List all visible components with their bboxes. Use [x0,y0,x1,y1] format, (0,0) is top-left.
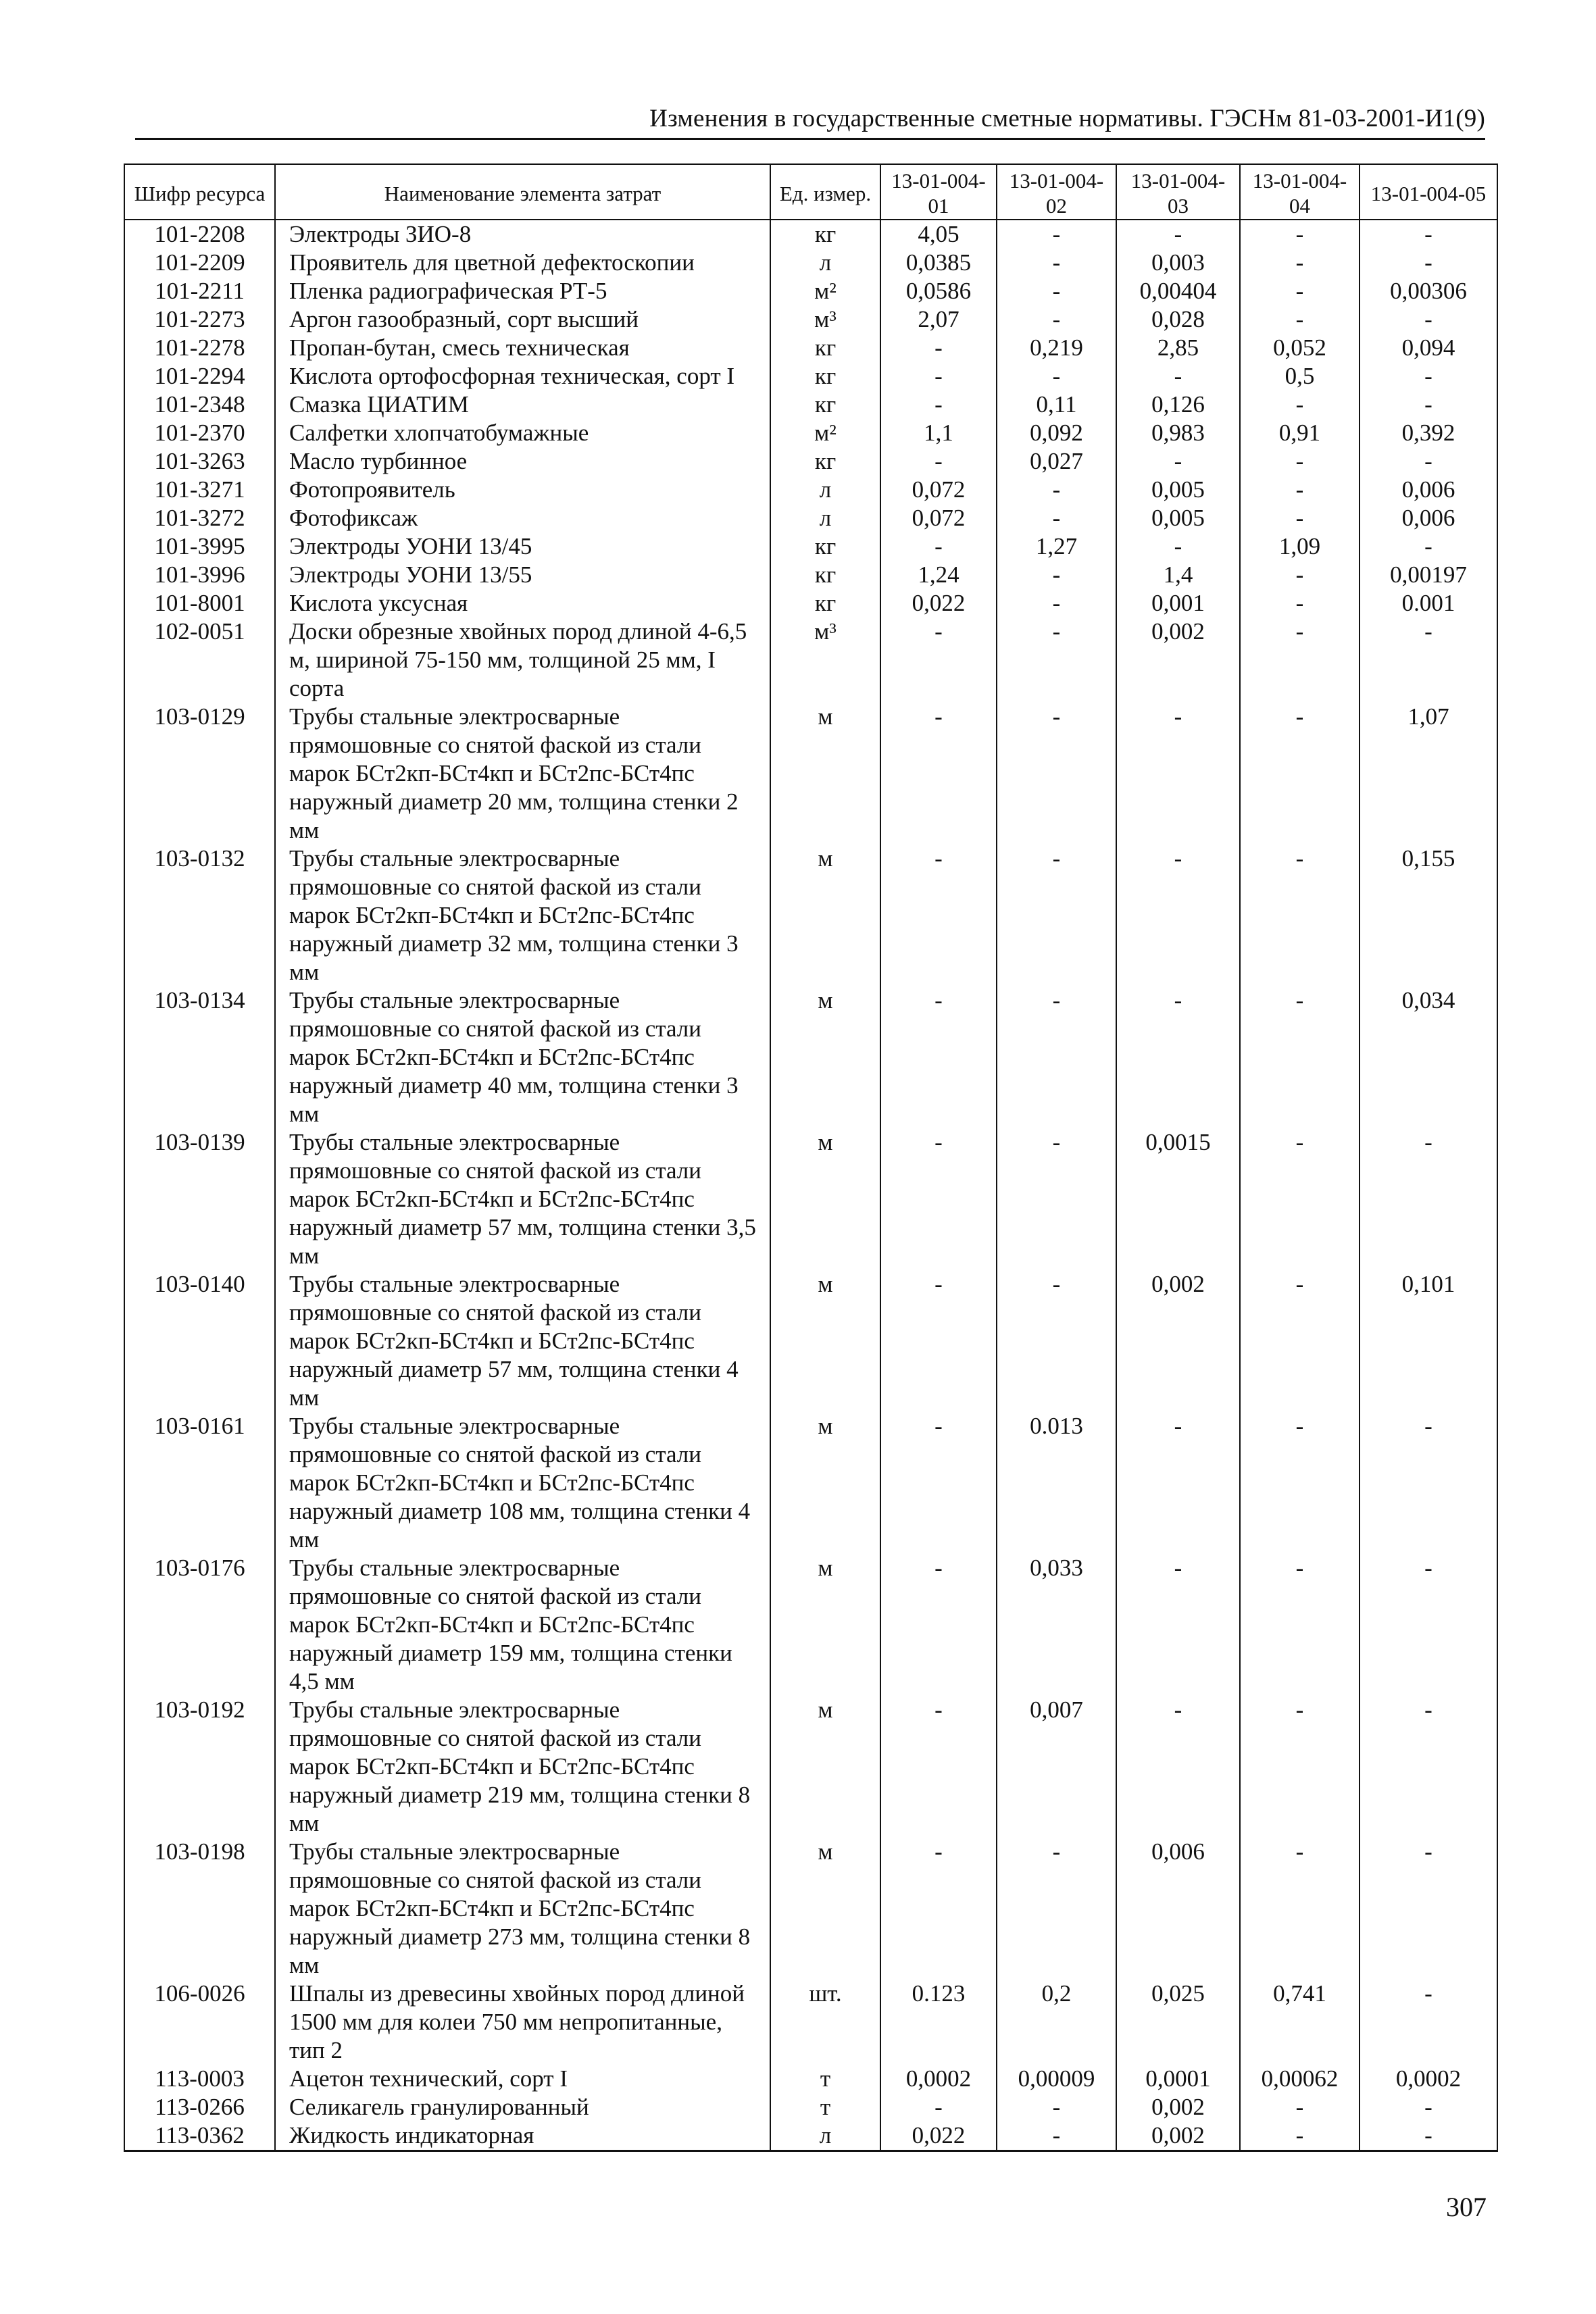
value-13-01-004-04: 1,09 [1240,532,1360,561]
value-13-01-004-03: 1,4 [1116,561,1240,589]
table-row [124,391,1497,419]
value-13-01-004-04: - [1240,1270,1360,1412]
value-13-01-004-05: 0,392 [1360,419,1497,447]
value-13-01-004-02: 0,00009 [997,2065,1116,2093]
value-13-01-004-01: 4,05 [880,220,997,249]
value-13-01-004-02: 0.013 [997,1412,1116,1554]
value-13-01-004-02: 0,2 [997,1980,1116,2065]
value-13-01-004-04: 0,5 [1240,362,1360,391]
value-13-01-004-01: 0,0385 [880,249,997,277]
resource-name: Трубы стальные электросварные прямошовные со снятой фаской из стали марок БСт2кп-БСт4кп и БСт2пс-БСт4пс наружный диаметр 108 мм, толщина стенки 4 мм [275,1412,770,1554]
table-row [124,1554,1497,1696]
value-13-01-004-02: - [997,249,1116,277]
value-13-01-004-05: - [1360,532,1497,561]
unit-of-measure: м² [770,419,880,447]
value-13-01-004-04: - [1240,277,1360,305]
column-header-c3: 13-01-004-03 [1116,164,1240,220]
value-13-01-004-04: - [1240,1128,1360,1270]
resource-code: 101-3263 [124,447,275,476]
document-title: Изменения в государственные сметные нормативы. ГЭСНм 81-03-2001-И1(9) [649,105,1485,132]
value-13-01-004-05: - [1360,220,1497,249]
unit-of-measure: м [770,845,880,986]
table-row [124,561,1497,589]
value-13-01-004-01: 0,0586 [880,277,997,305]
table-row [124,334,1497,362]
value-13-01-004-05: 0,00306 [1360,277,1497,305]
resource-name: Электроды УОНИ 13/45 [275,532,770,561]
value-13-01-004-03: 2,85 [1116,334,1240,362]
resource-code: 101-2370 [124,419,275,447]
resource-code: 101-2273 [124,305,275,334]
value-13-01-004-05: 0,00197 [1360,561,1497,589]
column-header-c4: 13-01-004-04 [1240,164,1360,220]
resource-code: 101-2294 [124,362,275,391]
value-13-01-004-03: 0,00404 [1116,277,1240,305]
resource-name: Трубы стальные электросварные прямошовные со снятой фаской из стали марок БСт2кп-БСт4кп и БСт2пс-БСт4пс наружный диаметр 57 мм, толщина стенки 4 мм [275,1270,770,1412]
resource-name: Электроды УОНИ 13/55 [275,561,770,589]
value-13-01-004-04: - [1240,1696,1360,1838]
unit-of-measure: м [770,703,880,845]
resource-name: Проявитель для цветной дефектоскопии [275,249,770,277]
unit-of-measure: л [770,2121,880,2151]
resource-name: Ацетон технический, сорт I [275,2065,770,2093]
value-13-01-004-02: - [997,1128,1116,1270]
value-13-01-004-03: 0,003 [1116,249,1240,277]
value-13-01-004-03: 0,002 [1116,1270,1240,1412]
column-header-name: Наименование элемента затрат [275,164,770,220]
table-row [124,1980,1497,2065]
resource-name: Смазка ЦИАТИМ [275,391,770,419]
unit-of-measure: л [770,476,880,504]
resource-code: 101-3995 [124,532,275,561]
unit-of-measure: м [770,1412,880,1554]
unit-of-measure: м [770,1838,880,1980]
resource-code: 113-0003 [124,2065,275,2093]
unit-of-measure: м³ [770,618,880,703]
value-13-01-004-05: 0,006 [1360,476,1497,504]
value-13-01-004-05: 0,155 [1360,845,1497,986]
unit-of-measure: шт. [770,1980,880,2065]
value-13-01-004-03: - [1116,1696,1240,1838]
value-13-01-004-01: 1,24 [880,561,997,589]
value-13-01-004-01: - [880,1838,997,1980]
table-row [124,220,1497,249]
resource-name: Масло турбинное [275,447,770,476]
value-13-01-004-02: - [997,589,1116,618]
unit-of-measure: кг [770,391,880,419]
value-13-01-004-01: - [880,1554,997,1696]
value-13-01-004-04: - [1240,447,1360,476]
table-row [124,2093,1497,2121]
value-13-01-004-01: - [880,703,997,845]
column-header-c2: 13-01-004-02 [997,164,1116,220]
value-13-01-004-04: - [1240,2093,1360,2121]
unit-of-measure: кг [770,447,880,476]
value-13-01-004-01: 0,022 [880,2121,997,2151]
value-13-01-004-03: 0,002 [1116,618,1240,703]
column-header-unit: Ед. измер. [770,164,880,220]
resource-name: Жидкость индикаторная [275,2121,770,2151]
table-row [124,1128,1497,1270]
unit-of-measure: м [770,986,880,1128]
table-row [124,1838,1497,1980]
value-13-01-004-01: - [880,334,997,362]
value-13-01-004-02: - [997,561,1116,589]
value-13-01-004-02: 0,11 [997,391,1116,419]
value-13-01-004-03: 0,983 [1116,419,1240,447]
resource-name: Кислота уксусная [275,589,770,618]
value-13-01-004-05: 0,006 [1360,504,1497,532]
value-13-01-004-02: 0,027 [997,447,1116,476]
value-13-01-004-02: 0,033 [997,1554,1116,1696]
unit-of-measure: м [770,1554,880,1696]
unit-of-measure: кг [770,589,880,618]
unit-of-measure: м² [770,277,880,305]
value-13-01-004-01: - [880,1128,997,1270]
resource-code: 103-0140 [124,1270,275,1412]
unit-of-measure: кг [770,334,880,362]
value-13-01-004-02: - [997,504,1116,532]
table-row [124,476,1497,504]
value-13-01-004-01: - [880,391,997,419]
resource-code: 113-0362 [124,2121,275,2151]
value-13-01-004-03: - [1116,532,1240,561]
value-13-01-004-04: 0,00062 [1240,2065,1360,2093]
value-13-01-004-02: - [997,618,1116,703]
value-13-01-004-02: - [997,220,1116,249]
resource-name: Селикагель гранулированный [275,2093,770,2121]
value-13-01-004-05: 0,101 [1360,1270,1497,1412]
resource-name: Доски обрезные хвойных пород длиной 4-6,5 м, шириной 75-150 мм, толщиной 25 мм, I сорта [275,618,770,703]
resource-code: 103-0198 [124,1838,275,1980]
value-13-01-004-03: - [1116,1554,1240,1696]
resource-name: Аргон газообразный, сорт высший [275,305,770,334]
resource-name: Шпалы из древесины хвойных пород длиной 1500 мм для колеи 750 мм непропитанные, тип 2 [275,1980,770,2065]
table-row [124,703,1497,845]
resource-code: 101-2209 [124,249,275,277]
table-row [124,362,1497,391]
value-13-01-004-03: - [1116,362,1240,391]
resource-name: Фотофиксаж [275,504,770,532]
value-13-01-004-05: - [1360,1696,1497,1838]
unit-of-measure: л [770,249,880,277]
value-13-01-004-03: 0,025 [1116,1980,1240,2065]
value-13-01-004-01: - [880,1270,997,1412]
table-row [124,249,1497,277]
value-13-01-004-03: 0,028 [1116,305,1240,334]
value-13-01-004-01: 0,022 [880,589,997,618]
value-13-01-004-04: 0,91 [1240,419,1360,447]
value-13-01-004-04: - [1240,249,1360,277]
value-13-01-004-03: - [1116,220,1240,249]
value-13-01-004-01: 0,0002 [880,2065,997,2093]
value-13-01-004-05: - [1360,618,1497,703]
resource-code: 102-0051 [124,618,275,703]
value-13-01-004-04: - [1240,305,1360,334]
resource-name: Трубы стальные электросварные прямошовные со снятой фаской из стали марок БСт2кп-БСт4кп и БСт2пс-БСт4пс наружный диаметр 32 мм, толщина стенки 3 мм [275,845,770,986]
resource-code: 113-0266 [124,2093,275,2121]
unit-of-measure: л [770,504,880,532]
value-13-01-004-03: 0,126 [1116,391,1240,419]
resource-code: 103-0129 [124,703,275,845]
value-13-01-004-01: 0,072 [880,504,997,532]
value-13-01-004-02: - [997,2121,1116,2151]
resource-name: Трубы стальные электросварные прямошовные со снятой фаской из стали марок БСт2кп-БСт4кп и БСт2пс-БСт4пс наружный диаметр 40 мм, толщина стенки 3 мм [275,986,770,1128]
value-13-01-004-01: - [880,1412,997,1554]
value-13-01-004-03: 0,006 [1116,1838,1240,1980]
value-13-01-004-01: - [880,845,997,986]
table-header-row [124,164,1497,220]
value-13-01-004-02: - [997,1838,1116,1980]
value-13-01-004-01: - [880,618,997,703]
resource-code: 103-0139 [124,1128,275,1270]
value-13-01-004-05: - [1360,2121,1497,2151]
unit-of-measure: т [770,2065,880,2093]
value-13-01-004-02: - [997,986,1116,1128]
value-13-01-004-03: - [1116,986,1240,1128]
value-13-01-004-01: - [880,362,997,391]
value-13-01-004-05: - [1360,447,1497,476]
resource-name: Пленка радиографическая РТ-5 [275,277,770,305]
table-row [124,277,1497,305]
value-13-01-004-02: 0,007 [997,1696,1116,1838]
page-number: 307 [1446,2192,1487,2222]
table-row [124,419,1497,447]
resource-code: 103-0192 [124,1696,275,1838]
value-13-01-004-05: - [1360,305,1497,334]
value-13-01-004-02: - [997,703,1116,845]
column-header-c1: 13-01-004-01 [880,164,997,220]
value-13-01-004-04: - [1240,1412,1360,1554]
resource-code: 106-0026 [124,1980,275,2065]
value-13-01-004-01: 0,072 [880,476,997,504]
value-13-01-004-03: - [1116,447,1240,476]
value-13-01-004-04: - [1240,391,1360,419]
resource-cost-table [124,164,1498,2152]
resource-code: 101-8001 [124,589,275,618]
resource-code: 103-0161 [124,1412,275,1554]
value-13-01-004-03: 0,002 [1116,2093,1240,2121]
table-row [124,589,1497,618]
unit-of-measure: м [770,1128,880,1270]
unit-of-measure: кг [770,561,880,589]
value-13-01-004-05: - [1360,362,1497,391]
resource-name: Салфетки хлопчатобумажные [275,419,770,447]
value-13-01-004-04: - [1240,845,1360,986]
value-13-01-004-05: - [1360,1554,1497,1696]
resource-name: Трубы стальные электросварные прямошовные со снятой фаской из стали марок БСт2кп-БСт4кп и БСт2пс-БСт4пс наружный диаметр 57 мм, толщина стенки 3,5 мм [275,1128,770,1270]
value-13-01-004-03: 0,002 [1116,2121,1240,2151]
resource-code: 103-0176 [124,1554,275,1696]
value-13-01-004-02: - [997,476,1116,504]
resource-code: 103-0134 [124,986,275,1128]
table-body [124,220,1497,2151]
value-13-01-004-04: - [1240,476,1360,504]
value-13-01-004-04: - [1240,986,1360,1128]
value-13-01-004-04: - [1240,504,1360,532]
value-13-01-004-04: 0,052 [1240,334,1360,362]
value-13-01-004-05: - [1360,391,1497,419]
resource-code: 101-3272 [124,504,275,532]
value-13-01-004-05: - [1360,2093,1497,2121]
value-13-01-004-04: - [1240,1838,1360,1980]
resource-name: Трубы стальные электросварные прямошовные со снятой фаской из стали марок БСт2кп-БСт4кп и БСт2пс-БСт4пс наружный диаметр 20 мм, толщина стенки 2 мм [275,703,770,845]
value-13-01-004-02: - [997,2093,1116,2121]
resource-name: Кислота ортофосфорная техническая, сорт I [275,362,770,391]
value-13-01-004-03: - [1116,845,1240,986]
value-13-01-004-04: 0,741 [1240,1980,1360,2065]
value-13-01-004-02: 0,092 [997,419,1116,447]
value-13-01-004-05: - [1360,249,1497,277]
value-13-01-004-05: - [1360,1980,1497,2065]
value-13-01-004-04: - [1240,703,1360,845]
value-13-01-004-01: 0.123 [880,1980,997,2065]
table-row [124,2065,1497,2093]
value-13-01-004-02: - [997,1270,1116,1412]
unit-of-measure: м [770,1696,880,1838]
resource-code: 101-2348 [124,391,275,419]
unit-of-measure: м³ [770,305,880,334]
value-13-01-004-03: - [1116,703,1240,845]
table-row [124,1412,1497,1554]
value-13-01-004-01: - [880,532,997,561]
value-13-01-004-04: - [1240,220,1360,249]
value-13-01-004-05: 1,07 [1360,703,1497,845]
value-13-01-004-01: 1,1 [880,419,997,447]
value-13-01-004-02: - [997,362,1116,391]
value-13-01-004-03: 0,0001 [1116,2065,1240,2093]
value-13-01-004-04: - [1240,1554,1360,1696]
resource-code: 101-2208 [124,220,275,249]
value-13-01-004-03: 0,001 [1116,589,1240,618]
resource-code: 101-3996 [124,561,275,589]
table-row [124,504,1497,532]
resource-code: 101-2211 [124,277,275,305]
resource-name: Пропан-бутан, смесь техническая [275,334,770,362]
value-13-01-004-04: - [1240,2121,1360,2151]
running-header [135,103,1485,140]
resource-name: Трубы стальные электросварные прямошовные со снятой фаской из стали марок БСт2кп-БСт4кп и БСт2пс-БСт4пс наружный диаметр 219 мм, толщина стенки 8 мм [275,1696,770,1838]
resource-name: Трубы стальные электросварные прямошовные со снятой фаской из стали марок БСт2кп-БСт4кп и БСт2пс-БСт4пс наружный диаметр 159 мм, толщина стенки 4,5 мм [275,1554,770,1696]
value-13-01-004-05: 0,034 [1360,986,1497,1128]
table-row [124,532,1497,561]
unit-of-measure: кг [770,220,880,249]
column-header-c5: 13-01-004-05 [1360,164,1497,220]
value-13-01-004-02: 0,219 [997,334,1116,362]
table-row [124,845,1497,986]
resource-code: 103-0132 [124,845,275,986]
table-row [124,1696,1497,1838]
value-13-01-004-05: 0.001 [1360,589,1497,618]
value-13-01-004-01: - [880,2093,997,2121]
resource-code: 101-3271 [124,476,275,504]
table-row [124,2121,1497,2151]
column-header-code: Шифр ресурса [124,164,275,220]
value-13-01-004-03: 0,005 [1116,476,1240,504]
unit-of-measure: м [770,1270,880,1412]
value-13-01-004-01: - [880,1696,997,1838]
value-13-01-004-01: 2,07 [880,305,997,334]
value-13-01-004-01: - [880,447,997,476]
value-13-01-004-03: 0,0015 [1116,1128,1240,1270]
table-row [124,305,1497,334]
value-13-01-004-04: - [1240,589,1360,618]
value-13-01-004-03: - [1116,1412,1240,1554]
value-13-01-004-05: - [1360,1838,1497,1980]
resource-name: Электроды ЗИО-8 [275,220,770,249]
value-13-01-004-05: 0,094 [1360,334,1497,362]
unit-of-measure: кг [770,362,880,391]
unit-of-measure: т [770,2093,880,2121]
table-row [124,618,1497,703]
value-13-01-004-05: 0,0002 [1360,2065,1497,2093]
value-13-01-004-02: - [997,305,1116,334]
value-13-01-004-02: - [997,277,1116,305]
value-13-01-004-02: - [997,845,1116,986]
unit-of-measure: кг [770,532,880,561]
resource-code: 101-2278 [124,334,275,362]
resource-name: Фотопроявитель [275,476,770,504]
table-row [124,447,1497,476]
value-13-01-004-05: - [1360,1128,1497,1270]
value-13-01-004-04: - [1240,561,1360,589]
table-row [124,986,1497,1128]
value-13-01-004-01: - [880,986,997,1128]
value-13-01-004-05: - [1360,1412,1497,1554]
value-13-01-004-02: 1,27 [997,532,1116,561]
value-13-01-004-04: - [1240,618,1360,703]
value-13-01-004-03: 0,005 [1116,504,1240,532]
resource-name: Трубы стальные электросварные прямошовные со снятой фаской из стали марок БСт2кп-БСт4кп и БСт2пс-БСт4пс наружный диаметр 273 мм, толщина стенки 8 мм [275,1838,770,1980]
table-row [124,1270,1497,1412]
